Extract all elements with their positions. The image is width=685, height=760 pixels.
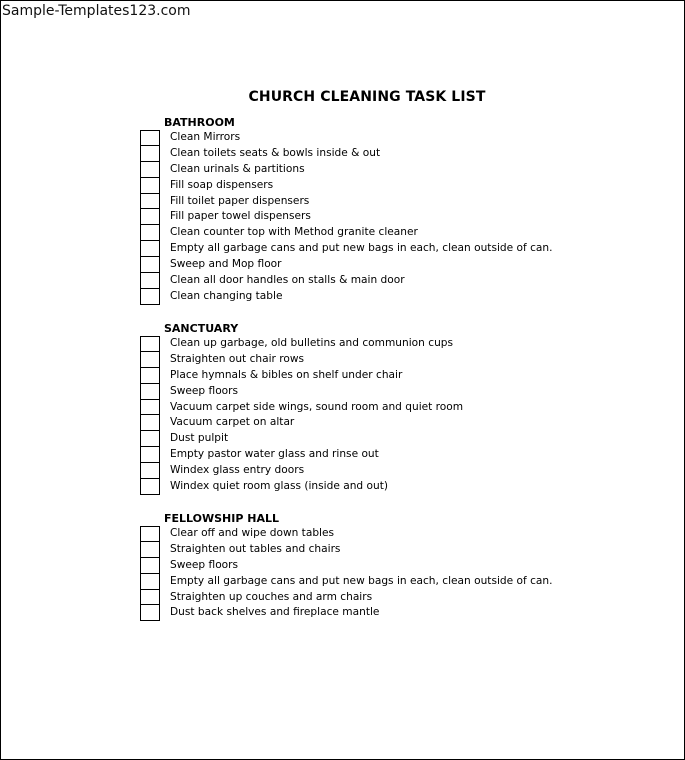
task-label: Clean all door handles on stalls & main door xyxy=(170,274,405,287)
task-checkbox[interactable] xyxy=(140,479,160,495)
task-label: Windex quiet room glass (inside and out) xyxy=(170,480,388,493)
task-list xyxy=(140,526,660,621)
task-row xyxy=(140,574,660,590)
section-heading: FELLOWSHIP HALL xyxy=(164,512,279,525)
task-checkbox[interactable] xyxy=(140,162,160,178)
task-row xyxy=(140,241,660,257)
task-row xyxy=(140,400,660,416)
task-list xyxy=(140,336,660,495)
section-sanctuary xyxy=(140,321,660,495)
task-row xyxy=(140,352,660,368)
section-bathroom xyxy=(140,115,660,305)
task-checkbox[interactable] xyxy=(140,400,160,416)
task-checkbox[interactable] xyxy=(140,526,160,542)
section-heading: BATHROOM xyxy=(164,116,235,129)
task-checkbox[interactable] xyxy=(140,352,160,368)
task-row xyxy=(140,194,660,210)
watermark-text: Sample-Templates123.com xyxy=(2,3,191,19)
task-row xyxy=(140,479,660,495)
task-row xyxy=(140,146,660,162)
task-label: Sweep floors xyxy=(170,384,239,397)
task-checkbox[interactable] xyxy=(140,558,160,574)
task-row xyxy=(140,558,660,574)
task-checkbox[interactable] xyxy=(140,336,160,352)
task-label: Empty all garbage cans and put new bags in each, clean outside of can. xyxy=(170,242,553,255)
task-row xyxy=(140,130,660,146)
task-checkbox[interactable] xyxy=(140,130,160,146)
task-label: Dust pulpit xyxy=(170,432,229,445)
task-label: Clean toilets seats & bowls inside & out xyxy=(170,146,381,159)
task-checkbox[interactable] xyxy=(140,225,160,241)
task-checkbox[interactable] xyxy=(140,447,160,463)
task-label: Straighten up couches and arm chairs xyxy=(170,590,373,603)
task-label: Clean changing table xyxy=(170,289,283,302)
task-checkbox[interactable] xyxy=(140,146,160,162)
task-list xyxy=(140,130,660,305)
task-label: Clean urinals & partitions xyxy=(170,162,305,175)
task-label: Clean up garbage, old bulletins and communion cups xyxy=(170,337,454,349)
task-checkbox[interactable] xyxy=(140,178,160,194)
task-row xyxy=(140,431,660,447)
task-row xyxy=(140,257,660,273)
task-checkbox[interactable] xyxy=(140,194,160,210)
task-row xyxy=(140,526,660,542)
task-label: Fill paper towel dispensers xyxy=(170,210,311,223)
task-row xyxy=(140,336,660,352)
task-row xyxy=(140,225,660,241)
task-label: Empty all garbage cans and put new bags in each, clean outside of can. xyxy=(170,574,553,587)
task-checkbox[interactable] xyxy=(140,384,160,400)
task-checkbox[interactable] xyxy=(140,241,160,257)
task-row xyxy=(140,289,660,305)
task-checkbox[interactable] xyxy=(140,605,160,621)
task-checkbox[interactable] xyxy=(140,209,160,225)
task-row xyxy=(140,415,660,431)
task-label: Fill soap dispensers xyxy=(170,178,274,191)
task-row xyxy=(140,605,660,621)
task-label: Clear off and wipe down tables xyxy=(170,527,335,539)
section-heading: SANCTUARY xyxy=(164,322,239,335)
task-label: Straighten out chair rows xyxy=(170,352,305,365)
task-label: Empty pastor water glass and rinse out xyxy=(170,448,379,461)
task-label: Clean Mirrors xyxy=(170,131,241,143)
task-row xyxy=(140,542,660,558)
document-title: CHURCH CLEANING TASK LIST xyxy=(248,89,486,105)
task-label: Sweep and Mop floor xyxy=(170,258,282,271)
task-checkbox[interactable] xyxy=(140,542,160,558)
task-row xyxy=(140,463,660,479)
task-checkbox[interactable] xyxy=(140,289,160,305)
task-label: Sweep floors xyxy=(170,558,239,571)
task-checkbox[interactable] xyxy=(140,415,160,431)
task-checkbox[interactable] xyxy=(140,257,160,273)
task-checkbox[interactable] xyxy=(140,463,160,479)
task-label: Dust back shelves and fireplace mantle xyxy=(170,606,380,619)
task-checkbox[interactable] xyxy=(140,574,160,590)
task-row xyxy=(140,447,660,463)
task-label: Clean counter top with Method granite cleaner xyxy=(170,226,418,239)
section-fellowship-hall xyxy=(140,511,660,621)
task-checkbox[interactable] xyxy=(140,368,160,384)
task-row xyxy=(140,162,660,178)
task-label: Windex glass entry doors xyxy=(170,464,305,477)
task-row xyxy=(140,209,660,225)
task-row xyxy=(140,368,660,384)
task-label: Vacuum carpet on altar xyxy=(170,416,295,429)
task-checkbox[interactable] xyxy=(140,273,160,289)
task-checkbox[interactable] xyxy=(140,590,160,606)
task-label: Straighten out tables and chairs xyxy=(170,542,341,555)
task-label: Vacuum carpet side wings, sound room and quiet room xyxy=(170,400,464,413)
task-checkbox[interactable] xyxy=(140,431,160,447)
task-row xyxy=(140,273,660,289)
task-row xyxy=(140,384,660,400)
task-row xyxy=(140,590,660,606)
task-label: Fill toilet paper dispensers xyxy=(170,194,310,207)
task-row xyxy=(140,178,660,194)
task-label: Place hymnals & bibles on shelf under chair xyxy=(170,368,403,381)
